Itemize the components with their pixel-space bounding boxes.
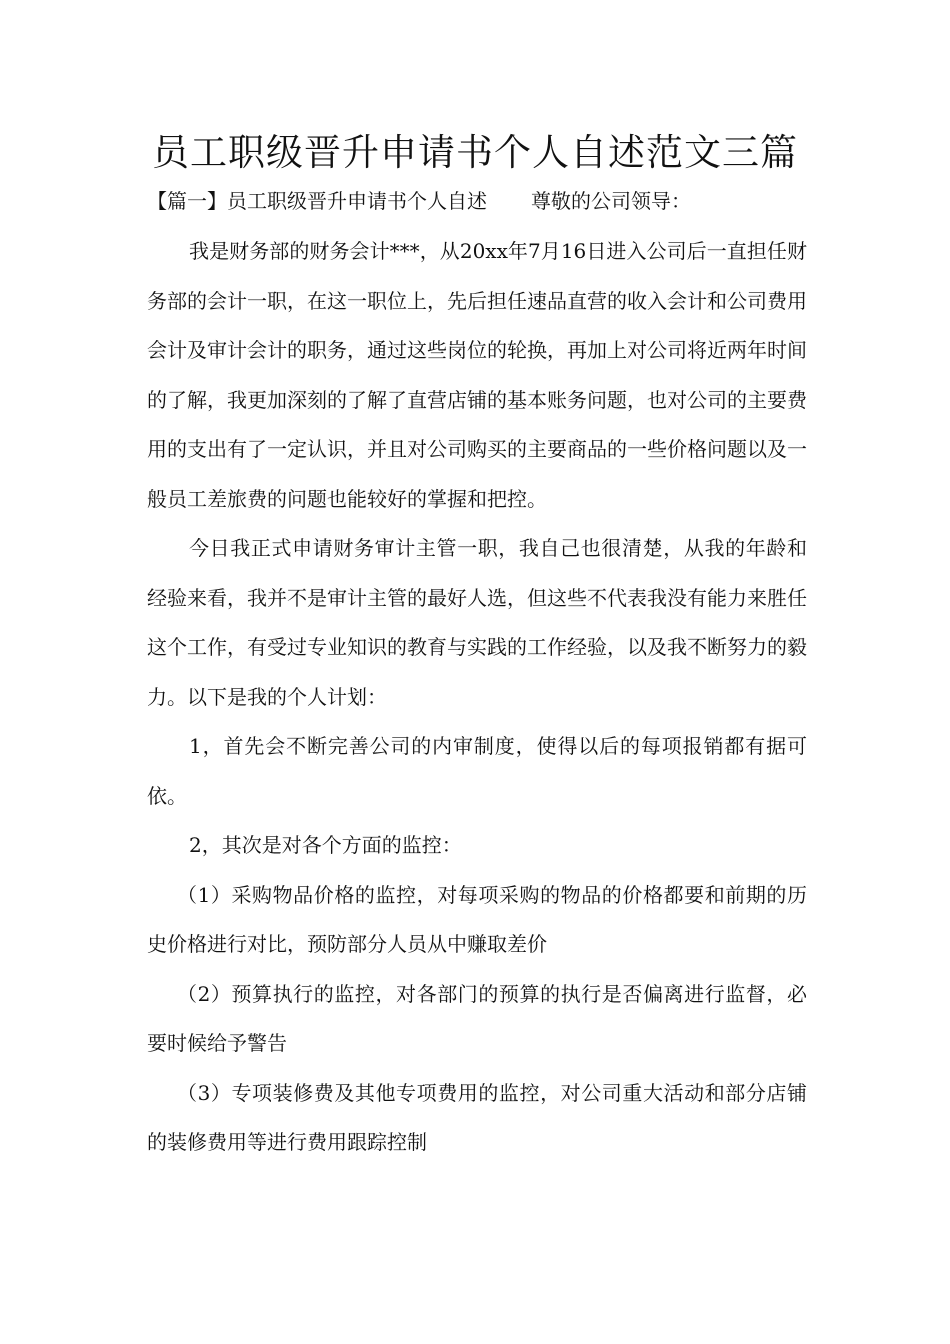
paragraph-intro: 我是财务部的财务会计***，从20xx年7月16日进入公司后一直担任财务部的会计一职，在这一职位上，先后担任速品直营的收入会计和公司费用会计及审计会计的职务，通过这些岗位的轮换，再加上对公司将近两年时间的了解，我更加深刻的了解了直营店铺的基本账务问题，也对公司的主要费用的支出有了一定认识，并且对公司购买的主要商品的一些价格问题以及一般员工差旅费的问题也能较好的掌握和把控。 [147,239,807,511]
paragraph-application: 今日我正式申请财务审计主管一职，我自己也很清楚，从我的年龄和经验来看，我并不是审计主管的最好人选，但这些不代表我没有能力来胜任这个工作，有受过专业知识的教育与实践的工作经验，以及我不断努力的毅力。以下是我的个人计划： [147,536,807,709]
section-heading: 【篇一】员工职级晋升申请书个人自述 [147,189,487,213]
plan-item-2: 2，其次是对各个方面的监控： [189,833,462,857]
document-body [147,227,807,1168]
plan-subitem-3: （3）专项装修费及其他专项费用的监控，对公司重大活动和部分店铺的装修费用等进行费用跟踪控制 [147,1080,807,1154]
plan-subitem-1: （1）采购物品价格的监控，对每项采购的物品的价格都要和前期的历史价格进行对比，预防部分人员从中赚取差价 [147,882,807,956]
plan-item-1: 1，首先会不断完善公司的内审制度，使得以后的每项报销都有据可依。 [147,734,807,808]
document-title: 员工职级晋升申请书个人自述范文三篇 [152,131,798,174]
plan-subitem-2: （2）预算执行的监控，对各部门的预算的执行是否偏离进行监督，必要时候给予警告 [147,981,807,1055]
section-heading-line [147,186,827,216]
salutation: 尊敬的公司领导： [531,189,691,213]
